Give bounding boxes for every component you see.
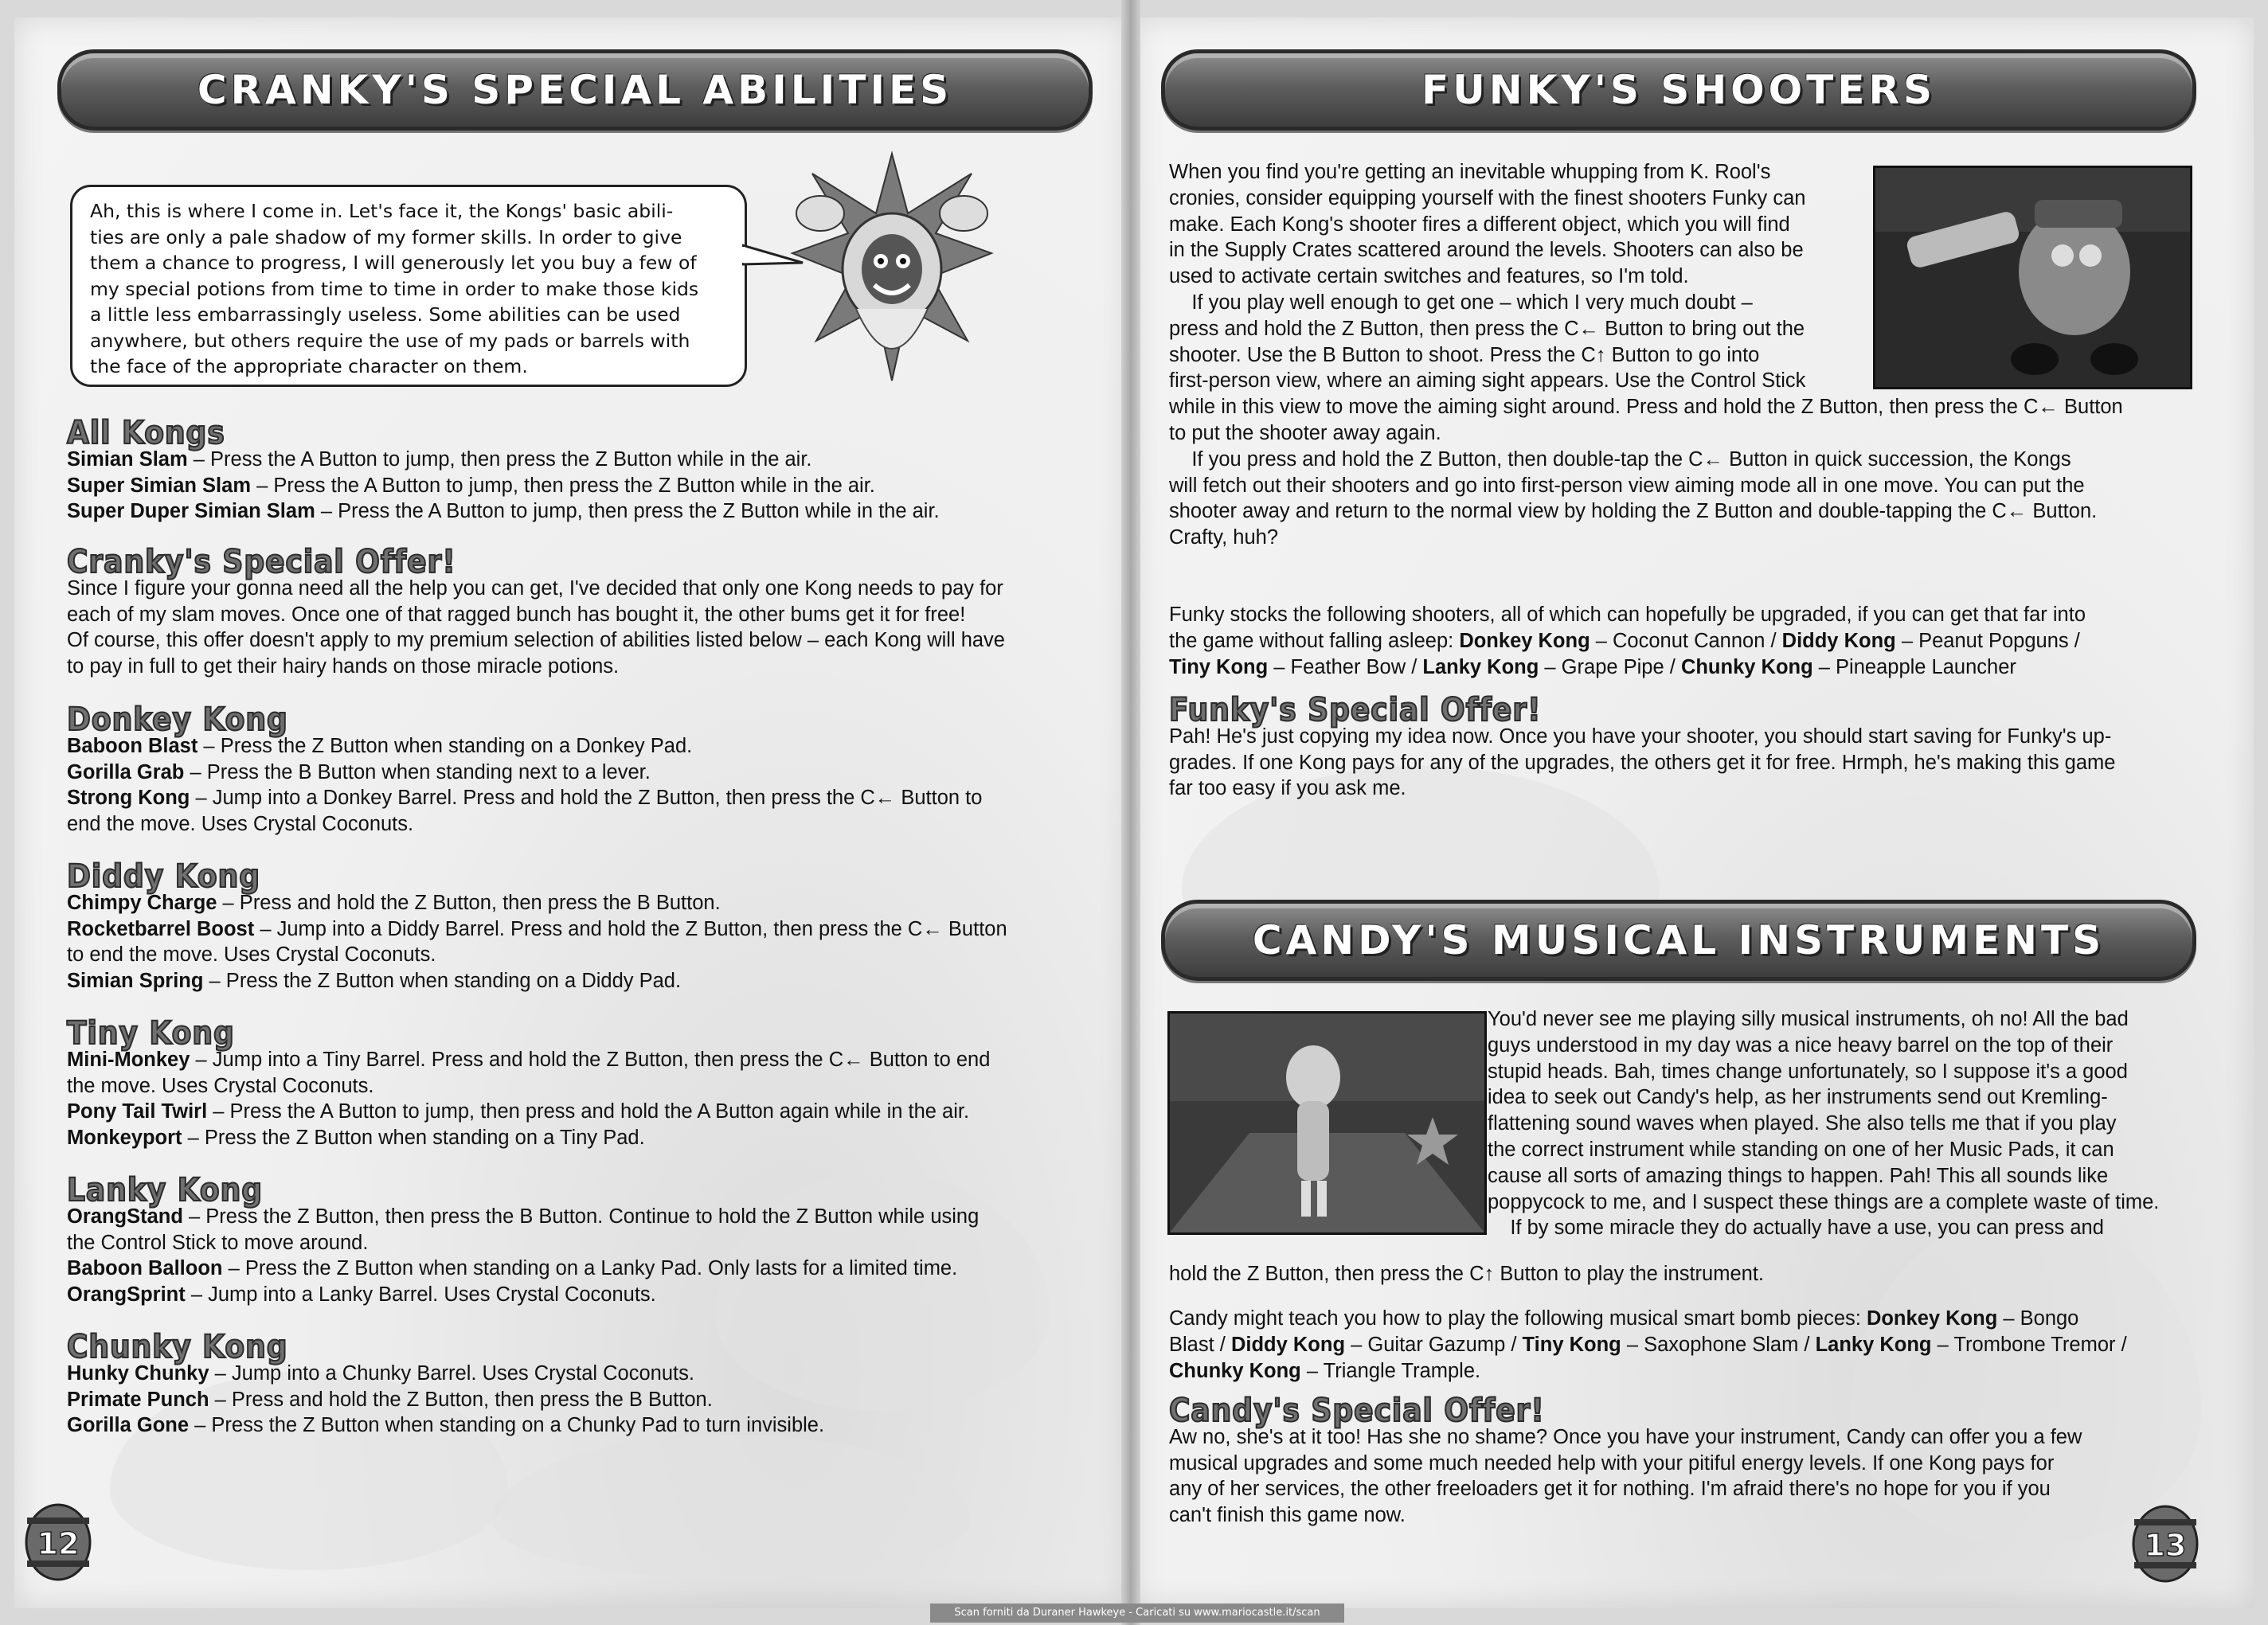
- body-line: to pay in full to get their hairy hands on those miracle potions.: [67, 655, 620, 678]
- section-heading: All Kongs: [67, 415, 225, 451]
- move-line: [67, 498, 940, 525]
- shooter-name: – Pineapple Launcher: [1812, 655, 2016, 678]
- body-line: Crafty, huh?: [1169, 526, 1279, 549]
- move-line: [67, 760, 982, 786]
- banner-title: CANDY'S MUSICAL INSTRUMENTS: [1252, 917, 2106, 963]
- body-line: in the Supply Crates scattered around the levels. Shooters can also be: [1169, 239, 1804, 262]
- body-line: [1169, 1306, 2127, 1332]
- kong-name: Tiny Kong: [1522, 1333, 1621, 1356]
- move-name: Super Simian Slam: [67, 474, 251, 497]
- body-line: When you find you're getting an inevitable whupping from K. Rool's: [1169, 161, 1771, 183]
- move-line: [67, 1047, 990, 1073]
- move-desc: – Jump into a Chunky Barrel. Uses Crystal Coconuts.: [209, 1361, 694, 1385]
- move-desc: – Press the A Button to jump, then press the Z Button while in the air.: [315, 500, 940, 523]
- move-desc: – Jump into a Lanky Barrel. Uses Crystal Coconuts.: [185, 1283, 656, 1307]
- move-name: Primate Punch: [67, 1388, 209, 1411]
- section-heading: Lanky Kong: [67, 1172, 264, 1209]
- move-line: [67, 916, 1007, 943]
- move-line: [67, 968, 1007, 994]
- candy-banner: [1161, 900, 2196, 981]
- move-desc: – Press and hold the Z Button, then press the B Button.: [209, 1388, 713, 1411]
- instrument-name: – Trombone Tremor /: [1931, 1333, 2127, 1356]
- move-desc: – Press the A Button to jump, then press the Z Button while in the air.: [187, 447, 812, 471]
- kong-name: Chunky Kong: [1680, 655, 1813, 678]
- body-line: [1169, 1358, 2127, 1385]
- body-line: guys understood in my day was a nice heavy barrel on the top of their: [1488, 1033, 2114, 1057]
- text-span: the game without falling asleep:: [1169, 629, 1460, 652]
- text-span: Candy might teach you how to play the following musical smart bomb pieces:: [1169, 1307, 1867, 1330]
- section-heading: Candy's Special Offer!: [1169, 1393, 1545, 1429]
- body-line: used to activate certain switches and features, so I'm told.: [1169, 265, 1689, 288]
- body-line: [1169, 628, 2086, 654]
- body-line: hold the Z Button, then press the C↑ Button to play the instrument.: [1169, 1263, 1765, 1285]
- body-line: to end the move. Uses Crystal Coconuts.: [67, 943, 436, 967]
- section-heading: Funky's Special Offer!: [1169, 692, 1542, 729]
- body-line: end the move. Uses Crystal Coconuts.: [67, 813, 414, 836]
- move-line: [67, 1125, 990, 1151]
- funky-stocks: [1169, 602, 2086, 680]
- all-kongs-section: [67, 415, 940, 525]
- move-name: Strong Kong: [67, 787, 190, 810]
- page-number: 13: [2144, 1528, 2187, 1563]
- instrument-name: – Bongo: [1997, 1307, 2079, 1330]
- body-line: If you press and hold the Z Button, then double-tap the C← Button in quick succession, the Kongs: [1169, 447, 2071, 471]
- section-heading: Chunky Kong: [67, 1329, 288, 1365]
- move-desc: – Press the Z Button when standing on a Tiny Pad.: [182, 1127, 645, 1150]
- move-name: Baboon Balloon: [67, 1257, 223, 1280]
- move-line: [67, 1361, 824, 1387]
- move-name: Simian Slam: [67, 447, 188, 471]
- move-line: [67, 890, 1007, 916]
- donkey-kong-section: [67, 701, 983, 838]
- barrel-icon: [2131, 1505, 2200, 1583]
- intro-line: Ah, this is where I come in. Let's face it, the Kongs' basic abili-: [90, 200, 674, 222]
- move-name: Mini-Monkey: [67, 1048, 190, 1071]
- chunky-kong-section: [67, 1329, 825, 1439]
- cranky-portrait-icon: [788, 150, 995, 412]
- instrument-name: – Triangle Trample.: [1300, 1359, 1481, 1382]
- section-heading: Diddy Kong: [67, 858, 261, 895]
- body-line: the Control Stick to move around.: [67, 1231, 369, 1254]
- funky-offer-section: [1169, 692, 2116, 802]
- move-name: Chimpy Charge: [67, 891, 217, 914]
- move-line: [67, 1256, 979, 1282]
- move-desc: – Press and hold the Z Button, then press the B Button.: [217, 891, 721, 914]
- body-line: will fetch out their shooters and go into first-person view aiming mode all in one move. You can put the: [1169, 474, 2085, 497]
- body-line: flattening sound waves when played. She also tells me that if you play: [1488, 1112, 2117, 1135]
- body-line: cronies, consider equipping yourself with the finest shooters Funky can: [1169, 186, 1806, 209]
- candy-wide: [1169, 1261, 1764, 1287]
- body-line: [1169, 1332, 2127, 1358]
- body-line: make. Each Kong's shooter fires a different object, which you will find: [1169, 213, 1790, 236]
- move-desc: – Press the A Button to jump, then press the Z Button while in the air.: [251, 474, 875, 497]
- move-line: [67, 1412, 824, 1439]
- funky-intro: [1169, 159, 2123, 551]
- move-name: Pony Tail Twirl: [67, 1100, 208, 1123]
- move-desc: – Press the A Button to jump, then press and hold the A Button again while in the air.: [207, 1100, 970, 1123]
- move-desc: – Press the Z Button when standing on a Lanky Pad. Only lasts for a limited time.: [222, 1257, 958, 1280]
- intro-line: them a chance to progress, I will generously let you buy a few of: [90, 252, 697, 274]
- body-line: press and hold the Z Button, then press the C← Button to bring out the: [1169, 317, 1805, 340]
- cranky-speech-bubble: [70, 185, 747, 387]
- body-line: the move. Uses Crystal Coconuts.: [67, 1074, 374, 1097]
- candy-offer-section: [1169, 1393, 2082, 1529]
- body-line: Of course, this offer doesn't apply to my premium selection of abilities listed below – each Kong will have: [67, 629, 1005, 652]
- banner-title: CRANKY'S SPECIAL ABILITIES: [197, 67, 953, 113]
- move-desc: – Jump into a Tiny Barrel. Press and hold the Z Button, then press the C← Button to end: [190, 1048, 991, 1071]
- section-heading: Tiny Kong: [67, 1015, 235, 1052]
- kong-name: Lanky Kong: [1422, 655, 1539, 678]
- intro-line: ties are only a pale shadow of my former skills. In order to give: [90, 225, 682, 248]
- section-heading: Donkey Kong: [67, 701, 288, 738]
- candy-screenshot: [1167, 1011, 1487, 1235]
- shooter-name: – Peanut Popguns /: [1895, 629, 2080, 652]
- kong-name: Chunky Kong: [1169, 1359, 1301, 1382]
- body-line: can't finish this game now.: [1169, 1504, 1406, 1527]
- move-name: Rocketbarrel Boost: [67, 917, 255, 940]
- move-name: Gorilla Grab: [67, 760, 185, 783]
- body-line: shooter away and return to the normal view by holding the Z Button and double-tapping the C← Button.: [1169, 500, 2098, 523]
- tiny-kong-section: [67, 1015, 991, 1151]
- move-name: Baboon Blast: [67, 734, 198, 757]
- lanky-kong-section: [67, 1172, 980, 1308]
- candy-teach: [1169, 1306, 2127, 1384]
- move-desc: – Jump into a Diddy Barrel. Press and hold the Z Button, then press the C← Button: [254, 917, 1007, 940]
- body-line: stupid heads. Bah, times change unfortunately, so I suppose it's a good: [1488, 1060, 2128, 1083]
- move-name: Monkeyport: [67, 1127, 182, 1150]
- body-line: Funky stocks the following shooters, all of which can hopefully be upgraded, if you can get that far into: [1169, 604, 2086, 626]
- move-name: Gorilla Gone: [67, 1414, 190, 1437]
- body-line: You'd never see me playing silly musical instruments, oh no! All the bad: [1488, 1008, 2129, 1030]
- body-line: shooter. Use the B Button to shoot. Press the C↑ Button to go into: [1169, 343, 1760, 366]
- move-desc: – Press the Z Button when standing on a Chunky Pad to turn invisible.: [189, 1414, 825, 1437]
- move-line: [67, 447, 940, 473]
- body-line: first-person view, where an aiming sight appears. Use the Control Stick: [1169, 369, 1806, 393]
- intro-line: the face of the appropriate character on them.: [90, 355, 528, 377]
- cranky-banner: [57, 49, 1093, 131]
- body-line: any of her services, the other freeloaders get it for nothing. I'm afraid there's no hope for you if you: [1169, 1478, 2051, 1501]
- move-name: OrangSprint: [67, 1283, 186, 1307]
- kong-name: Diddy Kong: [1781, 629, 1896, 652]
- move-name: OrangStand: [67, 1205, 183, 1228]
- body-line: far too easy if you ask me.: [1169, 777, 1406, 800]
- move-line: [67, 1099, 990, 1125]
- kong-name: Diddy Kong: [1230, 1333, 1346, 1356]
- page-number: 12: [37, 1526, 80, 1561]
- kong-name: Donkey Kong: [1459, 629, 1590, 652]
- section-heading: Cranky's Special Offer!: [67, 544, 456, 580]
- move-line: [67, 785, 982, 811]
- move-name: Simian Spring: [67, 970, 204, 993]
- move-line: [67, 733, 982, 760]
- body-line: each of my slam moves. Once one of that ragged bunch has bought it, the other bums get it for free!: [67, 603, 966, 626]
- move-line: [67, 473, 940, 499]
- body-line: [1169, 654, 2086, 681]
- body-line: grades. If one Kong pays for any of the upgrades, the others get it for free. Hrmph, he's making this game: [1169, 751, 2116, 774]
- scan-credit: Scan forniti da Duraner Hawkeye - Caricati su www.mariocastle.it/scan: [930, 1604, 1344, 1623]
- move-line: [67, 1204, 979, 1230]
- candy-intro: [1488, 1006, 2159, 1241]
- intro-line: a little less embarrassingly useless. Some abilities can be used: [90, 303, 681, 326]
- move-line: [67, 1282, 979, 1308]
- body-line: musical upgrades and some much needed help with your pitiful energy levels. If one Kong pays for: [1169, 1451, 2055, 1475]
- kong-name: Donkey Kong: [1866, 1307, 1998, 1330]
- text-span: Blast /: [1169, 1333, 1231, 1356]
- body-line: Since I figure your gonna need all the help you can get, I've decided that only one Kong needs to pay for: [67, 576, 1003, 600]
- body-line: Pah! He's just copying my idea now. Once you have your shooter, you should start saving for Funky's up-: [1169, 725, 2112, 748]
- shooter-name: – Grape Pipe /: [1539, 655, 1681, 678]
- barrel-icon: [24, 1503, 92, 1581]
- shooter-name: – Coconut Cannon /: [1590, 629, 1782, 652]
- body-line: idea to seek out Candy's help, as her instruments send out Kremling-: [1488, 1086, 2108, 1109]
- body-line: If you play well enough to get one – which I very much doubt –: [1169, 291, 1753, 314]
- body-line: poppycock to me, and I suspect these things are a complete waste of time.: [1488, 1190, 2160, 1213]
- diddy-kong-section: [67, 858, 1007, 994]
- intro-line: my special potions from time to time in order to make those kids: [90, 277, 699, 300]
- move-desc: – Press the Z Button, then press the B Button. Continue to hold the Z Button while using: [182, 1205, 980, 1228]
- kong-name: Tiny Kong: [1169, 655, 1269, 678]
- banner-title: FUNKY'S SHOOTERS: [1421, 67, 1936, 113]
- kong-name: Lanky Kong: [1815, 1333, 1932, 1356]
- move-desc: – Press the Z Button when standing on a Donkey Pad.: [197, 734, 693, 757]
- body-line: while in this view to move the aiming sight around. Press and hold the Z Button, then press the C← Button: [1169, 396, 2123, 419]
- body-line: If by some miracle they do actually have a use, you can press and: [1488, 1217, 2104, 1240]
- cranky-offer-section: [67, 544, 1005, 680]
- move-desc: – Press the Z Button when standing on a Diddy Pad.: [203, 970, 682, 993]
- move-desc: – Jump into a Donkey Barrel. Press and hold the Z Button, then press the C← Button to: [190, 787, 983, 810]
- move-name: Super Duper Simian Slam: [67, 500, 315, 523]
- intro-line: anywhere, but others require the use of my pads or barrels with: [90, 329, 690, 352]
- body-line: Aw no, she's at it too! Has she no shame? Once you have your instrument, Candy can offer you a few: [1169, 1425, 2082, 1448]
- instrument-name: – Saxophone Slam /: [1621, 1333, 1816, 1356]
- funky-banner: [1161, 49, 2196, 131]
- body-line: to put the shooter away again.: [1169, 421, 1441, 444]
- body-line: cause all sorts of amazing things to happen. Pah! This all sounds like: [1488, 1164, 2109, 1187]
- instrument-name: – Guitar Gazump /: [1345, 1333, 1523, 1356]
- move-desc: – Press the B Button when standing next to a lever.: [184, 760, 651, 783]
- shooter-name: – Feather Bow /: [1268, 655, 1423, 678]
- body-line: the correct instrument while standing on one of her Music Pads, it can: [1488, 1138, 2114, 1161]
- book-gutter: [1121, 0, 1140, 1625]
- move-name: Hunky Chunky: [67, 1361, 209, 1385]
- move-line: [67, 1387, 824, 1413]
- leaf-decoration: [492, 1435, 970, 1578]
